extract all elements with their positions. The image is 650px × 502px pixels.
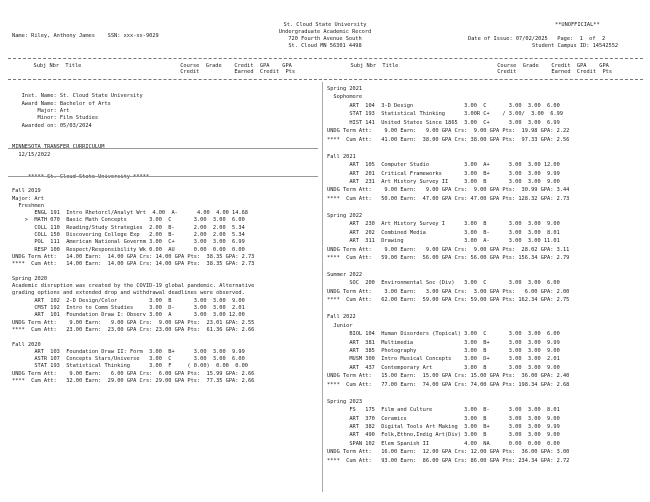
right-line: **** Cum Att: 41.00 Earn: 38.00 GPA Crs: 38.00 GPA Pts: 97.33 GPA: 2.56 (327, 136, 570, 143)
right-line: **** Cum Att: 50.00 Earn: 47.00 GPA Crs: 47.00 GPA Pts: 128.32 GPA: 2.73 (327, 195, 570, 202)
left-line: Freshmen (12, 202, 44, 209)
left-line: **** Cum Att: 23.00 Earn: 23.00 GPA Crs: 23.00 GPA Pts: 61.36 GPA: 2.66 (12, 326, 255, 333)
right-line: SOC 200 Environmental Soc (Div) 3.00 C 3.00 3.00 6.00 (327, 280, 560, 287)
right-line: ART 385 Photography 3.00 B 3.00 3.00 9.00 (327, 347, 560, 354)
separator-mntc (8, 176, 318, 177)
right-line: Spring 2023 (327, 398, 363, 405)
unofficial-label: **UNOFFICIAL** (555, 22, 600, 28)
right-line: ART 104 3-D Design 3.00 C 3.00 3.00 6.00 (327, 102, 560, 109)
left-line: Inst. Name: St. Cloud State University (12, 93, 143, 100)
left-line: > MATH 070 Basic Math Concepts 3.00 C 3.00 3.00 6.00 (12, 217, 245, 224)
left-line: UNDG Term Att: 14.00 Earn: 14.00 GPA Crs: 14.00 GPA Pts: 38.35 GPA: 2.73 (12, 253, 255, 260)
right-line: ART 201 Critical Frameworks 3.00 B+ 3.00 3.00 9.99 (327, 170, 560, 177)
right-line: UNDG Term Att: 16.00 Earn: 12.00 GPA Crs: 12.00 GPA Pts: 36.00 GPA: 3.00 (327, 449, 570, 456)
right-line: **** Cum Att: 77.00 Earn: 74.00 GPA Crs: 74.00 GPA Pts: 198.34 GPA: 2.68 (327, 381, 570, 388)
right-line: **** Cum Att: 93.00 Earn: 86.00 GPA Crs: 86.00 GPA Pts: 234.34 GPA: 2.72 (327, 457, 570, 464)
right-line: **** Cum Att: 62.00 Earn: 59.00 GPA Crs: 59.00 GPA Pts: 162.34 GPA: 2.75 (327, 297, 570, 304)
right-line: ART 381 Multimedia 3.00 B+ 3.00 3.00 9.99 (327, 339, 560, 346)
issue-date-page: Date of Issue: 07/02/2025 Page: 1 of 2 (468, 36, 606, 42)
left-line: Academic disruption was created by the COVID-19 global pandemic. Alternative (12, 283, 255, 290)
university-name: St. Cloud State University (283, 22, 367, 28)
address-line-1: 720 Fourth Avenue South (288, 36, 362, 42)
right-line: ART 202 Combined Media 3.00 B- 3.00 3.00 8.01 (327, 229, 560, 236)
right-line: ART 105 Computer Studio 3.00 A+ 3.00 3.00 12.00 (327, 162, 560, 169)
right-line: UNDG Term Att: 9.00 Earn: 9.00 GPA Crs: 9.00 GPA Pts: 30.99 GPA: 3.44 (327, 187, 570, 194)
right-line: SPAN 102 Elem Spanish II 4.00 NA 0.00 0.00 0.00 (327, 440, 560, 447)
right-line: Junior (327, 322, 353, 329)
left-line: POL 111 American National Governm 3.00 C+ 3.00 3.00 6.99 (12, 239, 245, 246)
right-line: BIOL 104 Human Disorders (Topical) 3.00 C 3.00 3.00 6.00 (327, 331, 560, 338)
left-line: **** Cum Att: 14.00 Earn: 14.00 GPA Crs: 14.00 GPA Pts: 38.35 GPA: 2.73 (12, 261, 255, 268)
right-line: ART 311 Drawing 3.00 A- 3.00 3.00 11.01 (327, 238, 560, 245)
right-column-headings: Subj Nbr Title Course Grade Credit GPA GPA Credit Earned Credit Pts (350, 63, 613, 75)
right-line: Fall 2021 (327, 153, 356, 160)
right-line: **** Cum Att: 59.00 Earn: 56.00 GPA Crs: 56.00 GPA Pts: 156.34 GPA: 2.79 (327, 255, 570, 261)
right-line: Summer 2022 (327, 271, 363, 278)
column-divider (322, 82, 323, 492)
left-line: 12/15/2022 (12, 151, 51, 158)
left-line: UNDG Term Att: 9.00 Earn: 9.00 GPA Crs: 9.00 GPA Pts: 23.01 GPA: 2.55 (12, 319, 255, 326)
left-line: COLL 110 Reading/Study Strategies 2.00 B- 2.00 2.00 5.34 (12, 224, 245, 231)
right-line: STAT 193 Statistical Thinking 3.00R C+ / 3.00/ 3.00 6.99 (327, 111, 563, 118)
left-line: Major: Art (12, 107, 70, 114)
right-line: ART 231 Art History Survey II 3.00 B 3.00 3.00 9.00 (327, 178, 560, 185)
address-line-2: St. Cloud MN 56301 4498 (288, 43, 362, 49)
right-line: Spring 2022 (327, 212, 363, 219)
record-title: Undergraduate Academic Record (278, 29, 372, 35)
left-column-headings: Subj Nbr Title Course Grade Credit GPA GPA Credit Earned Credit Pts (33, 63, 296, 75)
right-line: ART 370 Ceramics 3.00 B 3.00 3.00 9.00 (327, 415, 560, 422)
right-line: ART 437 Contemporary Art 3.00 B 3.00 3.00 9.00 (327, 364, 560, 371)
right-line: HIST 141 United States Since 1865 3.00 C+ 3.00 3.00 6.99 (327, 119, 560, 126)
right-line: UNDG Term Att: 3.00 Earn: 3.00 GPA Crs: 3.00 GPA Pts: 6.00 GPA: 2.00 (327, 288, 570, 295)
right-line: Sophomore (327, 94, 363, 101)
left-line: ART 101 Foundation Draw I: Observ 3.00 A 3.00 3.00 12.00 (12, 312, 245, 319)
left-line: ENGL 191 Intro Rhetorcl/Analyt Wrt 4.00 A- 4.00 4.00 14.68 (12, 210, 248, 217)
left-line: Award Name: Bachelor of Arts (12, 100, 111, 107)
left-line: Major: Art (12, 195, 44, 202)
left-line: MINNESOTA TRANSFER CURRICULUM (12, 144, 105, 151)
separator-degree (8, 148, 318, 149)
right-line: ART 490 Folk,Ethno,Indig Art(Div) 3.00 B 3.00 3.00 9.00 (327, 432, 560, 439)
left-line: Fall 2020 (12, 341, 41, 348)
left-line: ART 103 Foundation Draw II: Form 3.00 B+ 3.00 3.00 9.99 (12, 348, 245, 355)
left-line: STAT 193 Statistical Thinking 3.00 F ( 0.00) 0.00 0.00 (12, 363, 248, 370)
left-line: ART 102 2-D Design/Color 3.00 B 3.00 3.00 9.00 (12, 297, 245, 304)
student-name-ssn: Name: Riley, Anthony James SSN: xxx-xx-9029 (12, 33, 159, 39)
left-line: UNDG Term Att: 9.00 Earn: 6.00 GPA Crs: 6.00 GPA Pts: 15.99 GPA: 2.66 (12, 370, 255, 377)
right-line: Fall 2022 (327, 314, 356, 321)
left-line: CMST 192 Intro to Comm Studies 3.00 D- 3.00 3.00 2.01 (12, 305, 245, 311)
right-line: UNDG Term Att: 9.00 Earn: 9.00 GPA Crs: 9.00 GPA Pts: 19.98 GPA: 2.22 (327, 128, 570, 135)
right-line: Spring 2021 (327, 86, 363, 92)
left-line: Fall 2019 (12, 188, 41, 195)
header-rule-bottom (8, 79, 643, 81)
left-line: **** Cum Att: 32.00 Earn: 29.00 GPA Crs: 29.00 GPA Pts: 77.35 GPA: 2.66 (12, 378, 255, 384)
left-line: ***** St. Cloud State University ***** (12, 173, 150, 180)
student-campus-id: Student Campus ID: 14542552 (532, 43, 619, 49)
left-line: ASTR 107 Concepts Stars/Universe 3.00 C 3.00 3.00 6.00 (12, 356, 245, 363)
left-line: COLL 150 Discovering College Exp 2.00 B- 2.00 2.00 5.34 (12, 232, 245, 238)
right-line: MUSM 300 Intro Musical Concepts 3.00 D+ 3.00 3.00 2.01 (327, 356, 560, 363)
left-line: Minor: Film Studies (12, 115, 99, 122)
right-line: ART 382 Digital Tools Art Making 3.00 B+ 3.00 3.00 9.99 (327, 424, 560, 430)
left-line: grading options and extended drop and withdrawal deadlines were observed. (12, 290, 245, 297)
left-line: Awarded on: 05/03/2024 (12, 122, 92, 129)
right-line: FS 175 Film and Culture 3.00 B- 3.00 3.00 8.01 (327, 407, 560, 414)
right-line: ART 230 Art History Survey I 3.00 B 3.00 3.00 9.00 (327, 221, 560, 228)
header-rule-top (8, 58, 643, 60)
left-line: RESP 100 Respect/Responsibility Wk 0.00 AU 0.00 0.00 0.00 (12, 246, 245, 253)
right-line: UNDG Term Att: 15.00 Earn: 15.00 GPA Crs: 15.00 GPA Pts: 36.00 GPA: 2.40 (327, 373, 570, 380)
right-line: UNDG Term Att: 9.00 Earn: 9.00 GPA Crs: 9.00 GPA Pts: 28.02 GPA: 3.11 (327, 246, 570, 253)
left-line: Spring 2020 (12, 275, 48, 282)
